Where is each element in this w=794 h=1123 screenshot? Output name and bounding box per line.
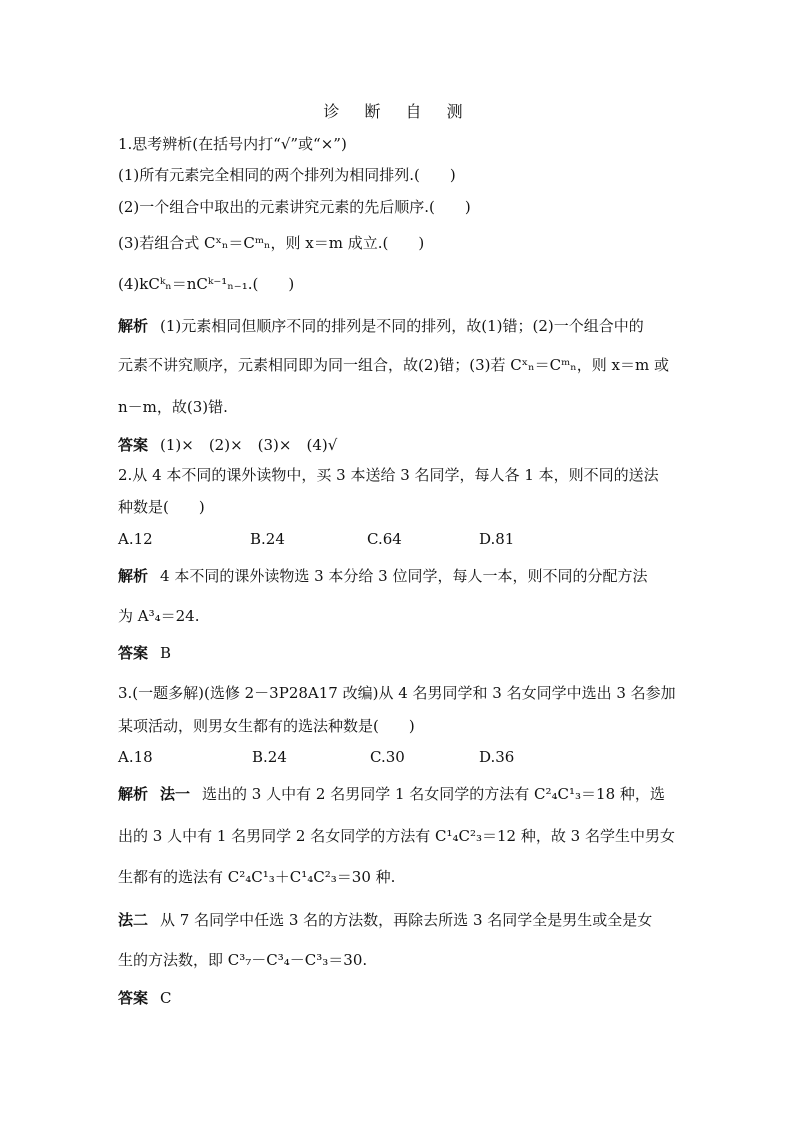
q2-stem-line-2: 种数是( ) xyxy=(118,498,205,516)
q1-analysis-text-1: (1)元素相同但顺序不同的排列是不同的排列，故(1)错；(2)一个组合中的 xyxy=(160,317,644,335)
q1-answer-line xyxy=(118,435,337,455)
q2-stem-line-1: 2.从 4 本不同的课外读物中，买 3 本送给 3 名同学，每人各 1 本，则不同的送法 xyxy=(118,466,659,484)
q1-stem: 1.思考辨析(在括号内打“√”或“×”) xyxy=(118,135,347,153)
q3-method1-text-1: 选出的 3 人中有 2 名男同学 1 名女同学的方法有 C²₄C¹₃＝18 种，选 xyxy=(202,785,665,803)
q1-analysis-label: 解析 xyxy=(118,317,149,335)
q1-analysis-line-2: 元素不讲究顺序，元素相同即为同一组合，故(2)错；(3)若 Cˣₙ＝Cᵐₙ，则 x＝m 或 xyxy=(118,356,669,374)
q1-item-4: (4)kCᵏₙ＝nCᵏ⁻¹ₙ₋₁.( ) xyxy=(118,275,295,293)
q2-option-d: D.81 xyxy=(479,530,515,548)
q3-method2-line-1 xyxy=(118,910,652,930)
q2-analysis-line-2: 为 A³₄＝24. xyxy=(118,607,200,625)
q3-option-c: C.30 xyxy=(370,748,405,766)
q3-method2-label: 法二 xyxy=(118,911,149,929)
q1-item-1: (1)所有元素完全相同的两个排列为相同排列.( ) xyxy=(118,166,456,184)
q3-method2-line-2: 生的方法数，即 C³₇－C³₄－C³₃＝30. xyxy=(118,951,368,969)
q2-option-a: A.12 xyxy=(118,530,153,548)
q3-answer-label: 答案 xyxy=(118,989,149,1007)
q3-method1-line-2: 出的 3 人中有 1 名男同学 2 名女同学的方法有 C¹₄C²₃＝12 种，故 3 名学生中男女 xyxy=(118,827,675,845)
q3-stem-line-2: 某项活动，则男女生都有的选法种数是( ) xyxy=(118,717,415,735)
q2-analysis-label: 解析 xyxy=(118,567,149,585)
q2-answer-label: 答案 xyxy=(118,644,149,662)
q2-answer-text: B xyxy=(160,644,172,662)
q1-analysis-line-3: n－m，故(3)错. xyxy=(118,398,228,416)
q1-item-3: (3)若组合式 Cˣₙ＝Cᵐₙ，则 x＝m 成立.( ) xyxy=(118,234,425,252)
q3-analysis-line-1 xyxy=(118,784,665,804)
q1-answer-text: (1)× (2)× (3)× (4)√ xyxy=(160,436,338,454)
q2-analysis-line-1 xyxy=(118,566,648,586)
page-title: 诊 断 自 测 xyxy=(323,102,473,121)
q3-answer-text: C xyxy=(160,989,172,1007)
q1-analysis-line-1 xyxy=(118,316,644,336)
q2-option-b: B.24 xyxy=(250,530,285,548)
q3-method1-label: 法一 xyxy=(160,785,191,803)
q3-option-d: D.36 xyxy=(479,748,515,766)
q3-analysis-label: 解析 xyxy=(118,785,149,803)
q3-method1-line-3: 生都有的选法有 C²₄C¹₃＋C¹₄C²₃＝30 种. xyxy=(118,868,396,886)
q1-item-2: (2)一个组合中取出的元素讲究元素的先后顺序.( ) xyxy=(118,198,471,216)
q3-method2-text-1: 从 7 名同学中任选 3 名的方法数，再除去所选 3 名同学全是男生或全是女 xyxy=(160,911,653,929)
q3-option-b: B.24 xyxy=(252,748,287,766)
q2-answer-line xyxy=(118,643,171,663)
q2-analysis-text-1: 4 本不同的课外读物选 3 本分给 3 位同学，每人一本，则不同的分配方法 xyxy=(160,567,648,585)
q1-answer-label: 答案 xyxy=(118,436,149,454)
q3-option-a: A.18 xyxy=(118,748,153,766)
q3-stem-line-1: 3.(一题多解)(选修 2－3P28A17 改编)从 4 名男同学和 3 名女同学中选出 3 名参加 xyxy=(118,684,676,702)
q3-answer-line xyxy=(118,988,172,1008)
q2-option-c: C.64 xyxy=(367,530,402,548)
